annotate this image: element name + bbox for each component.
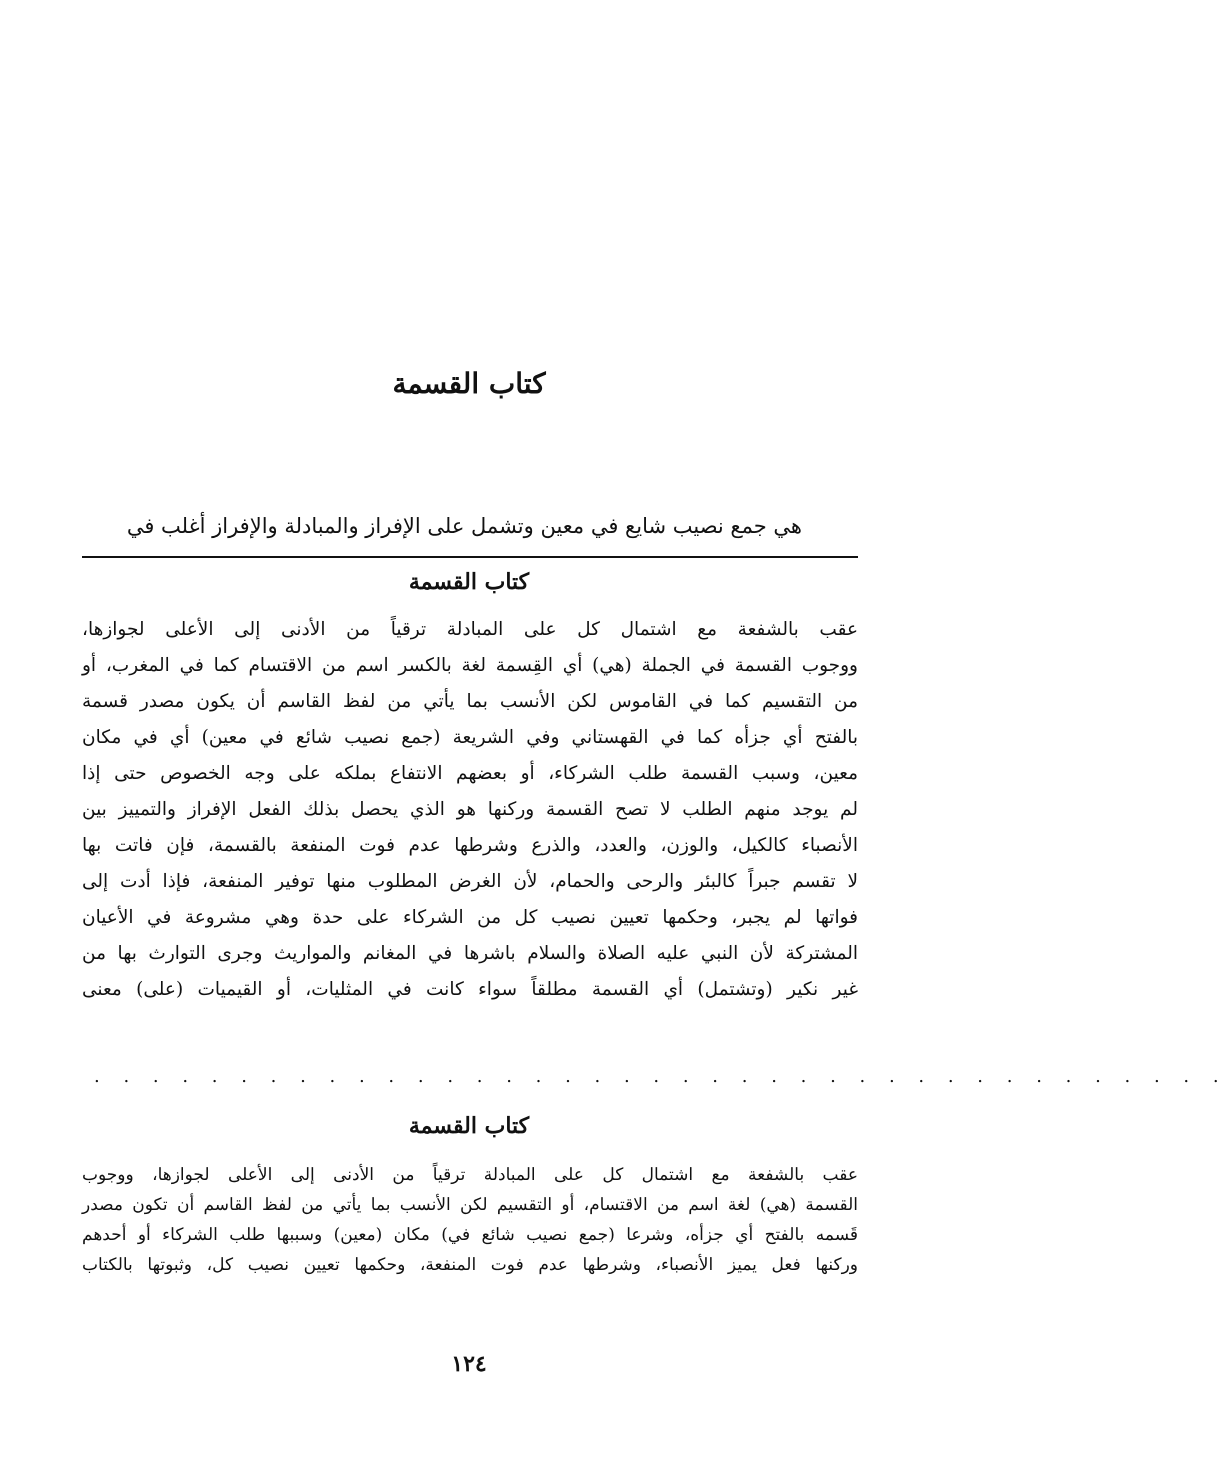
matn-text: هي جمع نصيب شايع في معين وتشمل على الإفراز والمبادلة والإفراز أغلب في xyxy=(126,514,802,538)
commentary-line: ووجوب القسمة في الجملة (هي) أي القِسمة لغة بالكسر اسم من الاقتسام كما في المغرب، أو xyxy=(82,655,858,676)
commentary-line: بالفتح أي جزأه كما في القهستاني وفي الشريعة (جمع نصيب شائع في معين) أي في مكان xyxy=(82,727,858,748)
commentary-line: لا تقسم جبراً كالبئر والرحى والحمام، لأن الغرض المطلوب منها توفير المنفعة، فإذا أدت إلى xyxy=(82,871,858,892)
commentary-line: معين، وسبب القسمة طلب الشركاء، أو بعضهم الانتفاع بملكه على وجه الخصوص حتى إذا xyxy=(82,763,858,784)
page-number: ١٢٤ xyxy=(451,1351,487,1377)
second-edition-line: قَسمه بالفتح أي جزأه، وشرعا (جمع نصيب شائع في) مكان (معين) وسببها طلب الشركاء أو أحدهم xyxy=(82,1225,858,1245)
commentary-line: عقب بالشفعة مع اشتمال كل على المبادلة ترقياً من الأدنى إلى الأعلى لجوازها، xyxy=(82,619,858,640)
commentary-heading: كتاب القسمة xyxy=(408,569,530,595)
commentary-line: المشتركة لأن النبي عليه الصلاة والسلام باشرها في المغانم والمواريث وجرى التوارث بها من xyxy=(82,943,858,964)
second-edition-heading: كتاب القسمة xyxy=(408,1113,530,1139)
book-title: كتاب القسمة xyxy=(392,367,546,400)
dotted-separator: . . . . . . . . . . . . . . . . . . . . . . . . . . . . . . . . . . . . . . . xyxy=(94,1066,1228,1087)
second-edition-line: عقب بالشفعة مع اشتمال كل على المبادلة ترقياً من الأدنى إلى الأعلى لجوازها، ووجوب xyxy=(82,1165,858,1185)
second-edition-body xyxy=(82,1160,858,1280)
commentary-line: من التقسيم كما في القاموس لكن الأنسب بما يأتي من لفظ القاسم أن يكون مصدر قسمة xyxy=(82,691,858,712)
second-edition-line: وركنها فعل يميز الأنصباء، وشرطها عدم فوت المنفعة، وحكمها تعيين نصيب كل، وثبوتها بالكتاب xyxy=(82,1255,858,1275)
commentary-line: غير نكير (وتشتمل) أي القسمة مطلقاً سواء كانت في المثليات، أو القيميات (على) معنى xyxy=(82,979,858,1000)
commentary-line: الأنصباء كالكيل، والوزن، والعدد، والذرع وشرطها عدم فوت المنفعة بالقسمة، فإن فاتت بها xyxy=(82,835,858,856)
commentary-body xyxy=(82,612,858,1008)
commentary-line: لم يوجد منهم الطلب لا تصح القسمة وركنها هو الذي يحصل بذلك الفعل الإفراز والتمييز بين xyxy=(82,799,858,820)
divider-rule xyxy=(82,556,858,558)
commentary-line: فواتها لم يجبر، وحكمها تعيين نصيب كل من الشركاء على حدة وهي مشروعة في الأعيان xyxy=(82,907,858,928)
second-edition-line: القسمة (هي) لغة اسم من الاقتسام، أو التقسيم لكن الأنسب بما يأتي من لفظ القاسم أن تكون مصدر xyxy=(82,1195,858,1215)
